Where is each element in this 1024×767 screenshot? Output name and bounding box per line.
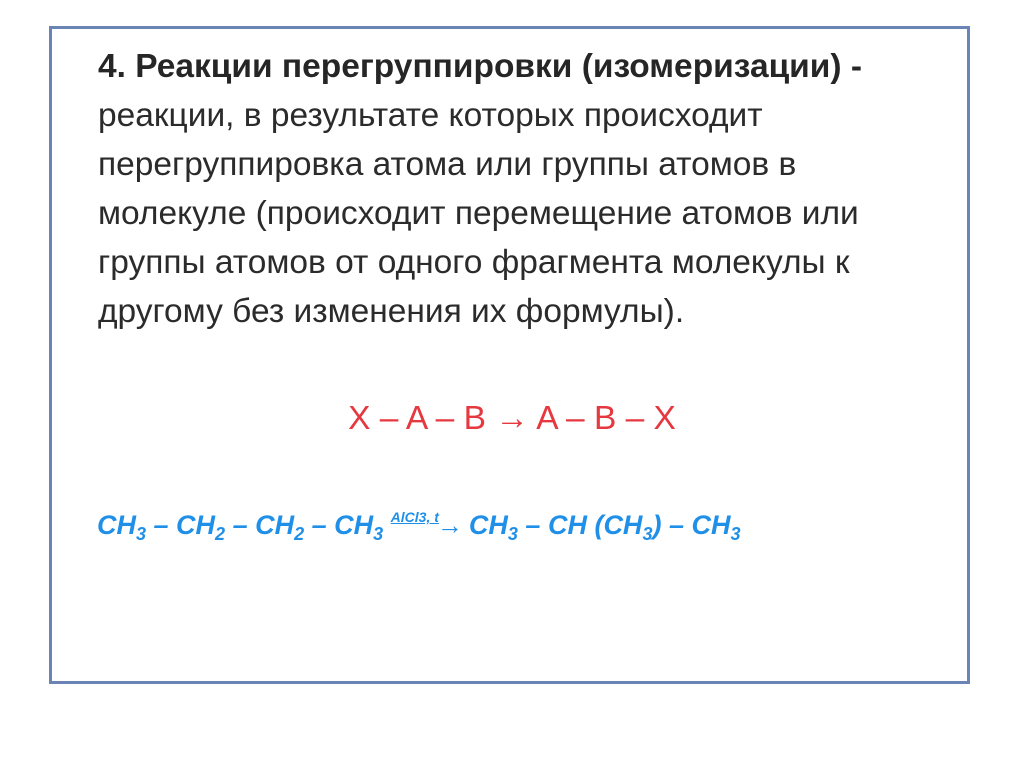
definition-paragraph [98,42,918,336]
scheme-text: X – A – B → A – B – X [348,400,676,437]
reaction-arrow-icon: → [436,510,463,540]
reactant-formula: $CH_3 - CH_2 - CH_2 - CH_3$ [97,510,384,544]
example-reaction-equation [97,507,957,543]
reaction-condition: AlCl3, t [390,509,439,525]
definition-text: реакции, в результате которых происходит перегруппировка атома или группы атомов в молекуле (происходит перемещение атомов или группы атомов от одного фрагмента молекулы к другому без изменения их формулы). [98,97,859,330]
product-formula: $CH_3$ – CH $(CH_3) - CH_3$ [468,510,741,544]
section-heading: 4. Реакции перегруппировки (изомеризации) - [98,48,862,85]
general-reaction-scheme [0,399,1024,439]
